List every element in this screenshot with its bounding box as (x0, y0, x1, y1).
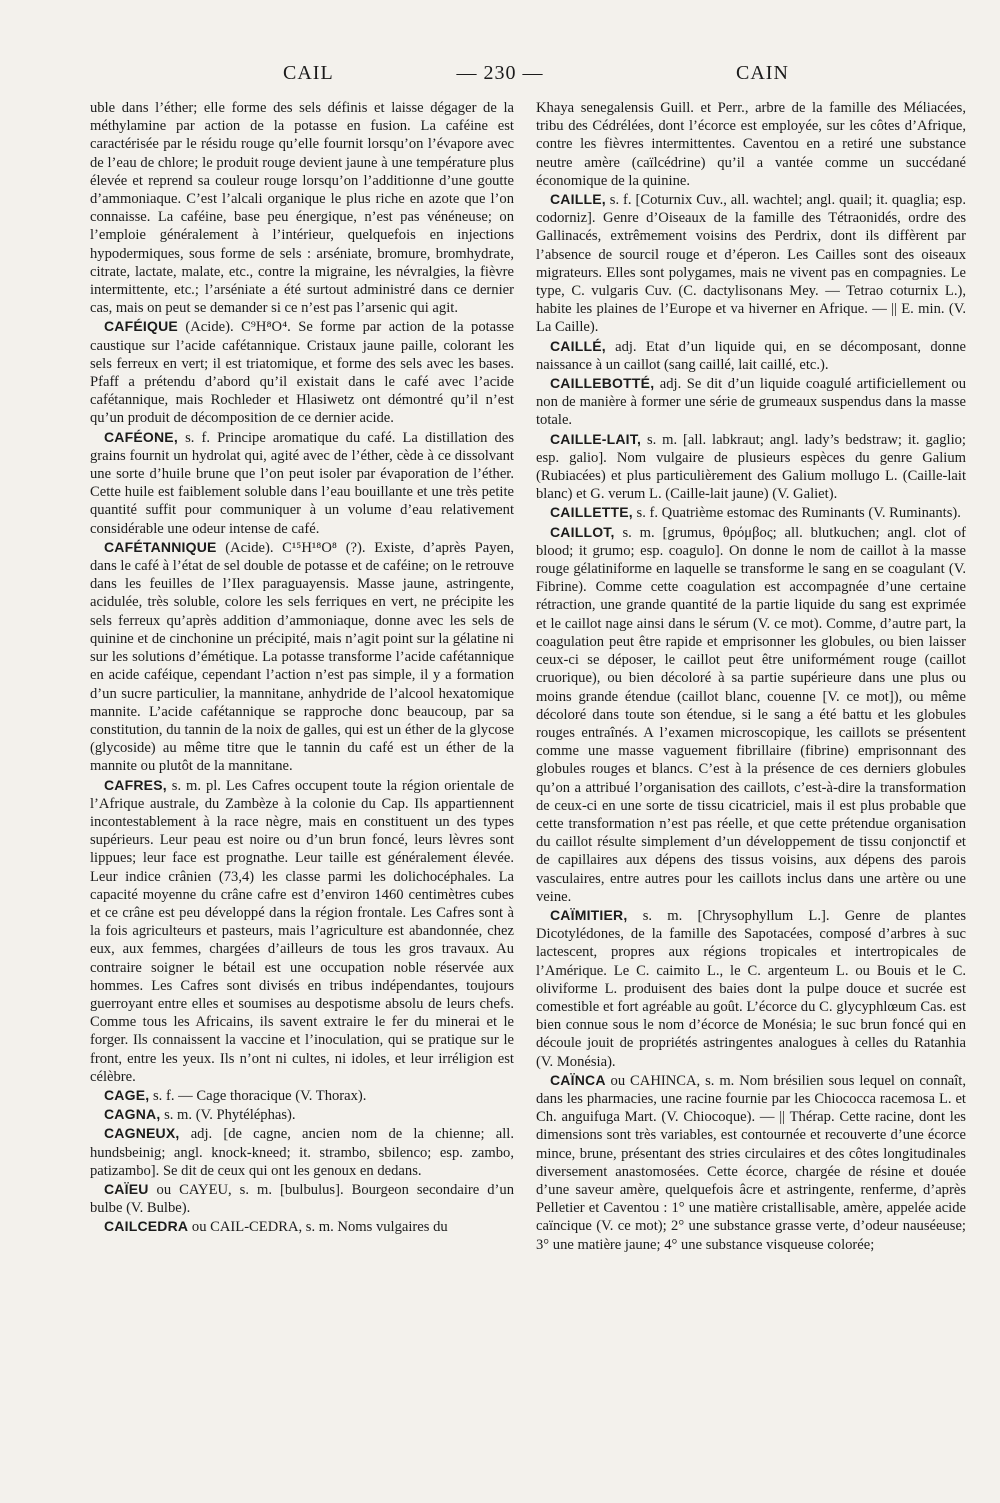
right-column (536, 98, 966, 1478)
entry (536, 430, 966, 504)
entry (536, 374, 966, 430)
entry-text: ou CAHINCA, s. m. Nom brésilien sous lequel on connaît, dans les pharmacies, une racine fournie par les Chiococca racemosa L. et Ch. anguifuga Mart. (V. Chiocoque). — || Thérap. Cette racine, dont les dimensions sont très variables, est contournée et recouverte d’une écorce mince, brune, présentant des stries circulaires et des côtes longitudinales diversement anastomosées. Cette écorce, chargée de résine et douée d’une saveur amère, quelquefois âcre et astringente, renferme, d’après Pelletier et Caventou : 1° une matière cristallisable, amère, appelée acide caïncique (V. ce mot); 2° une substance grasse verte, d’odeur nauséeuse; 3° une matière jaune; 4° une substance visqueuse colorée; (536, 1072, 966, 1253)
entry-text: s. f. Quatrième estomac des Ruminants (V. Ruminants). (632, 505, 961, 522)
entry-text: s. f. [Coturnix Cuv., all. wachtel; angl. quail; it. quaglia; esp. codorniz]. Genre d’Oiseaux de la famille des Tétraonidés, ordre des Gallinacés, extrêmement voisins des Perdrix, dont ils diffèrent par l’absence de sourcil rouge et d’éperon. Les Cailles sont des oiseaux migrateurs. Elles sont polygames, mais ne vivent pas en compagnies. Le type, C. vulgaris Cuv. (C. dactylisonans Mey. — Tetrao coturnix L.), habite les plaines de l’Europe et va hiverner en Afrique. — || E. min. (V. La Caille). (536, 192, 966, 336)
entry-text: s. m. [Chrysophyllum L.]. Genre de plantes Dicotylédones, de la famille des Sapotacées, composé d’arbres à suc lactescent, propres aux régions tropicales et intertropicales de l’Amérique. Le C. caimito L., le C. argenteum L. ou Bouis et le C. oliviforme L. produisent des baies dont la pulpe douce et sucrée est comestible et fort agréable au goût. L’écorce du C. glycyphlœum Cas. est bien connue sous le nom d’écorce de Monésia; le suc brun foncé qui en découle jouit de propriétés astringentes analogues à celles du Ratanhia (V. Monésia). (536, 907, 966, 1070)
entry (90, 1124, 514, 1180)
entry-text: Khaya senegalensis Guill. et Perr., arbre de la famille des Méliacées, tribu des Cédrélées, dont l’écorce est employée, sur les côtes d’Afrique, contre les fièvres intermittentes. Caventou en a retiré une substance neutre amère (caïlcédrine) qu’il a vantée comme un succédané économique de la quinine. (536, 100, 966, 189)
entry (536, 503, 966, 522)
entry-headword: CAGE, (104, 1086, 150, 1103)
entry-text: s. m. [all. labkraut; angl. lady’s bedstraw; it. gaglio; esp. galio]. Nom vulgaire de plusieurs espèces du genre Galium (Rubiacées) et plus particulièrement des Galium mollugo L. (Caille-lait blanc) et G. verum L. (Caille-lait jaune) (V. Galiet). (536, 431, 966, 503)
entry (90, 1086, 514, 1105)
header-right-guideword: CAIN (736, 62, 789, 84)
entry-headword: CAILLÉ, (550, 337, 606, 354)
entry-headword: CAFRES, (104, 776, 167, 793)
entry (536, 98, 966, 190)
entry-text: s. m. (V. Phytéléphas). (160, 1107, 296, 1124)
entry (536, 337, 966, 374)
entry-headword: CAGNEUX, (104, 1125, 180, 1142)
entry-text: adj. Se dit d’un liquide coagulé artificiellement ou non de manière à former une série de grumeaux suspendus dans la masse totale. (536, 376, 966, 429)
entry-text: s. f. Principe aromatique du café. La distillation des grains fournit un hydrolat qui, agité avec de l’éther, cède à ce dissolvant une sorte d’huile brune que l’on peut isoler par évaporation de l’éther. Cette huile est faiblement soluble dans l’eau bouillante et une très petite quantité suffit pour communiquer à un volume d’eau relativement considérable une odeur intense de café. (90, 429, 514, 537)
entry (90, 538, 514, 776)
entry-headword: CAÏMITIER, (550, 906, 628, 923)
entry-headword: CAFÉTANNIQUE (104, 538, 217, 555)
entry-text: s. m. pl. Les Cafres occupent toute la région orientale de l’Afrique australe, du Zambèze à la colonie du Cap. Ils appartiennent incontestablement à la race nègre, mais en constituent un des types supérieurs. Leur peau est noire ou d’un brun foncé, leurs lèvres sont lippues; leur face est prognathe. Leur taille est généralement élevée. Leur indice crânien (73,4) les classe parmi les dolichocéphales. La capacité moyenne du crâne cafre est d’environ 1460 centimètres cubes et ce crâne est peu développé dans la région frontale. Les Cafres sont à la fois agriculteurs et pasteurs, mais l’agriculture est abandonnée, chez eux, aux femmes, chargées d’ailleurs de tous les gros travaux. Au contraire soigner le bétail est une occupation noble réservée aux hommes. Les Cafres sont divisés en tribus indépendantes, toujours guerroyant entre elles et soumises au despotisme absolu de leurs chefs. Comme tous les Africains, ils savent extraire le fer du minerai et le forger. Ils connaissent la vaccine et l’inoculation, qui se pratique sur le front, entre les yeux. Ils n’ont ni cultes, ni idoles, et leur irréligion est célèbre. (90, 777, 514, 1085)
entry-text: ou CAIL-CEDRA, s. m. Noms vulgaires du (188, 1219, 448, 1236)
header-left-guideword: CAIL (283, 62, 334, 84)
entry (536, 190, 966, 337)
entry-text: uble dans l’éther; elle forme des sels définis et laisse dégager de la méthylamine par action de la potasse en fusion. La caféine est caractérisée par le résidu rouge qu’elle fournit lorsqu’on l’évapore avec de l’eau de chlore; le produit rouge devient jaune à une température plus élevée et reprend sa couleur rouge lorsqu’on l’additionne d’une goutte d’ammoniaque. C’est l’alcali organique le plus riche en azote que l’on connaisse. La caféine, base peu énergique, n’est pas vénéneuse; on l’emploie généralement à l’intérieur, quelquefois en injections hypodermiques, sous forme de sels : arséniate, bromure, bromhydrate, citrate, lactate, malate, etc., contre la migraine, les névralgies, la fièvre intermittente, etc.; l’arséniate a été surtout administré dans ce dernier cas, mais on peut se demander si ce n’est pas l’arsenic qui agit. (90, 100, 514, 317)
entry-headword: CAILCEDRA (104, 1218, 189, 1235)
entry-headword: CAILLOT, (550, 523, 615, 540)
entry-headword: CAILLEBOTTÉ, (550, 375, 655, 392)
entry-text: adj. Etat d’un liquide qui, en se décomposant, donne naissance à un caillot (sang caillé, lait caillé, etc.). (536, 338, 966, 373)
entry-text: (Acide). C⁹H⁸O⁴. Se forme par action de la potasse caustique sur l’acide cafétannique. Cristaux jaune paille, colorant les sels ferreux en vert; il est triatomique, et forme des sels avec les bases. Pfaff a prétendu d’abord qu’il existait dans le café avec l’acide cafétannique, mais Rochleder et Hlasiwetz ont démontré qu’il n’est qu’un produit de décomposition de ce dernier acide. (90, 319, 514, 427)
entry (90, 428, 514, 538)
entry (90, 317, 514, 427)
entry (90, 1180, 514, 1217)
left-column (90, 98, 514, 1478)
entry (536, 1071, 966, 1254)
entry-text: (Acide). C¹⁵H¹⁸O⁸ (?). Existe, d’après Payen, dans le café à l’état de sel double de potasse et de caféine; on le retrouve dans les feuilles de l’Ilex paraguayensis. Masse jaune, astringente, acidulée, très soluble, colore les sels ferriques en vert, ne précipite les sels ferreux qu’après addition d’ammoniaque, donne avec les sels de quinine et de cinchonine un précipité, mais n’agit point sur la gélatine ni sur les solutions d’émétique. La potasse transforme l’acide cafétannique en acide caféique, cependant l’action n’est pas simple, il y a formation d’un sucre particulier, la mannitane, anhydride de l’alcool hexatomique mannite. L’acide cafétannique se rapproche donc beaucoup, par sa constitution, du tannin de la noix de galles, qui est un éther de la glycose (glycoside) au même titre que le tannin du café est un éther de la mannite ou plutôt de la mannitane. (90, 539, 514, 775)
entry (536, 906, 966, 1071)
entry-headword: CAÏNCA (550, 1071, 606, 1088)
entry-headword: CAILLE-LAIT, (550, 430, 642, 447)
entry (90, 1217, 514, 1236)
entry (536, 523, 966, 906)
entry-headword: CAÏEU (104, 1180, 149, 1197)
page-number: — 230 — (456, 62, 544, 84)
entry (90, 776, 514, 1086)
entry-headword: CAFÉONE, (104, 428, 178, 445)
entry-headword: CAFÉIQUE (104, 318, 178, 335)
entry-text: adj. [de cagne, ancien nom de la chienne; all. hundsbeinig; angl. knock-kneed; it. strambo, sbilenco; esp. zambo, patizambo]. Se dit de ceux qui ont les genoux en dedans. (90, 1126, 514, 1179)
entry-headword: CAILLE, (550, 191, 606, 208)
entry (90, 1105, 514, 1124)
running-header (0, 62, 1000, 88)
entry-text: s. f. — Cage thoracique (V. Thorax). (149, 1087, 367, 1104)
entry-text: s. m. [grumus, θρόμβος; all. blutkuchen; angl. clot of blood; it grumo; esp. coagulo]. On donne le nom de caillot à la masse rouge gélatiniforme en laquelle se transforme le sang en se coagulant (V. Fibrine). Comme cette coagulation est accompagnée d’une certaine rétraction, une grande quantité de la partie liquide du sang est exprimée et le caillot nage ainsi dans le sérum (V. ce mot). Comme, d’autre part, la coagulation peut être rapide et emprisonner les globules, ou bien laisser ceux-ci se déposer, le caillot peut être uniformément rouge (caillot cruorique), ou bien décoloré à sa partie supérieure dans une plus ou moins grande étendue (caillot blanc, couenne [V. ce mot]), ou même décoloré dans toute son étendue, si le sang a été battu et les globules rouges entraînés. A l’examen microscopique, les caillots se présentent comme une masse vaguement fibrillaire (fibrine) emprisonnant des globules rouges et blancs. C’est à la présence de ces derniers globules qu’on a attribué l’organisation des caillots, c’est-à-dire la transformation de ceux-ci en une sorte de tissu cicatriciel, mais il est plus probable que cette transformation n’est pas réelle, et que cette prétendue organisation du caillot résulte simplement d’un développement de tissu conjonctif et de capillaires aux dépens des tissus voisins, aux dépens des parois vasculaires, entre autres pour les caillots inclus dans une artère ou une veine. (536, 524, 966, 905)
entry (90, 98, 514, 317)
entry-text: ou CAYEU, s. m. [bulbulus]. Bourgeon secondaire d’un bulbe (V. Bulbe). (90, 1181, 514, 1217)
entry-headword: CAILLETTE, (550, 504, 633, 521)
entry-headword: CAGNA, (104, 1106, 161, 1123)
